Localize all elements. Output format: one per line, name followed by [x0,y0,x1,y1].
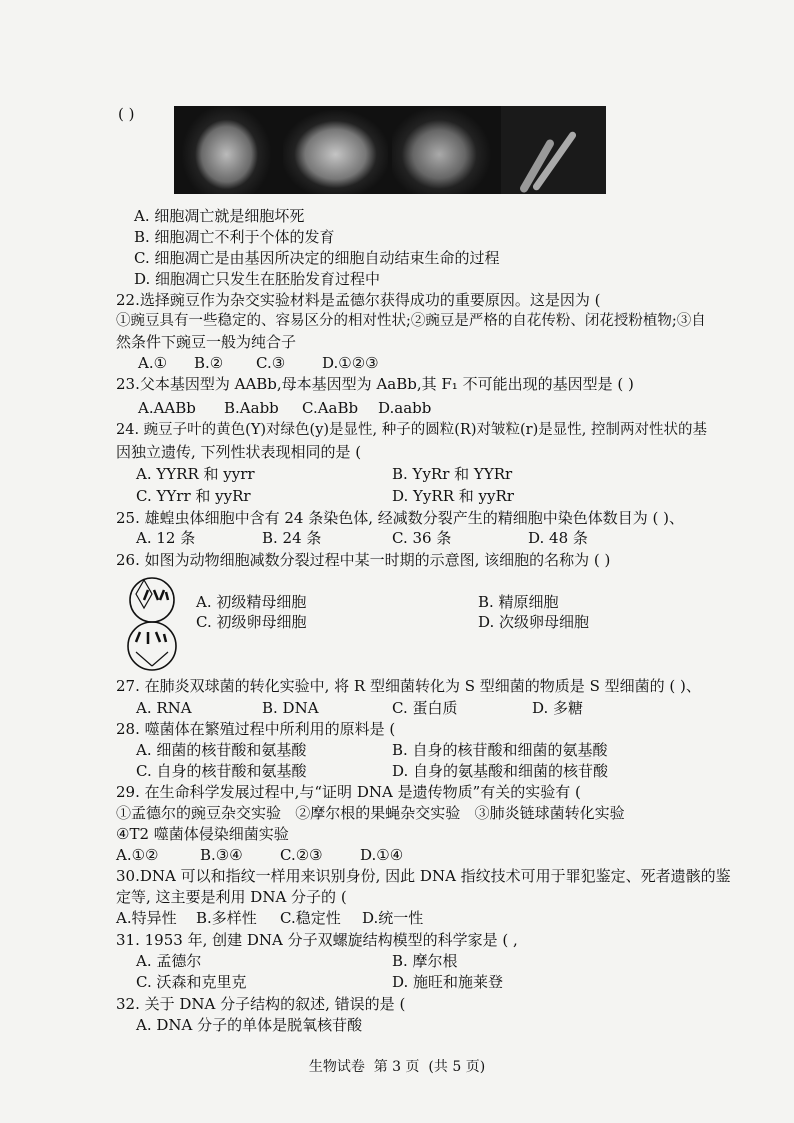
q24-stem-2: 因独立遗传, 下列性状表现相同的是 ( [116,443,362,461]
q25-stem: 25. 雄蝗虫体细胞中含有 24 条染色体, 经减数分裂产生的精细胞中染色体数目为 ( )、 [116,509,685,527]
q31-option-d: D. 施旺和施莱登 [392,973,504,991]
q29-stem: 29. 在生命科学发展过程中,与“证明 DNA 是遗传物质”有关的实验有 ( [116,783,581,801]
q30-option-a: A.特异性 [116,909,177,927]
q28-option-b: B. 自身的核苷酸和细菌的氨基酸 [392,741,608,759]
q22-stem-3: 然条件下豌豆一般为纯合子 [116,333,297,351]
q29-option-b: B.③④ [200,846,243,864]
q28-option-d: D. 自身的氨基酸和细菌的核苷酸 [392,762,609,780]
q23-option-c: C.AaBb [302,399,359,417]
q29-items-2: ④T2 噬菌体侵染细菌实验 [116,825,289,843]
q30-option-c: C.稳定性 [280,909,341,927]
q24-stem: 24. 豌豆子叶的黄色(Y)对绿色(y)是显性, 种子的圆粒(R)对皱粒(r)是显性, 控制两对性状的基 [116,422,707,438]
q26-stem: 26. 如图为动物细胞减数分裂过程中某一时期的示意图, 该细胞的名称为 ( ) [116,551,611,569]
q22-option-d: D.①②③ [322,354,379,372]
q24-option-b: B. YyRr 和 YYRr [392,465,513,483]
q29-option-d: D.①④ [360,846,404,864]
q26-option-d: D. 次级卵母细胞 [478,613,590,631]
photo-panel-4 [501,106,606,194]
q22-stem-2: ①豌豆具有一些稳定的、容易区分的相对性状;②豌豆是严格的自花传粉、闭花授粉植物;③自 [116,313,706,329]
q31-option-b: B. 摩尔根 [392,952,458,970]
q29-option-a: A.①② [116,846,159,864]
page-footer: 生物试卷 第 3 页 (共 5 页) [308,1059,486,1075]
q30-stem: 30.DNA 可以和指纹一样用来识别身份, 因此 DNA 指纹技术可用于罪犯鉴定、死者遗骸的鉴 [116,867,731,885]
q26-option-b: B. 精原细胞 [478,593,559,611]
q27-option-d: D. 多糖 [532,699,584,717]
q31-option-a: A. 孟德尔 [136,952,202,970]
q23-stem: 23.父本基因型为 AABb,母本基因型为 AaBb,其 F₁ 不可能出现的基因型是 ( ) [116,375,634,393]
q32-stem: 32. 关于 DNA 分子结构的叙述, 错误的是 ( [116,995,406,1013]
q25-option-a: A. 12 条 [136,529,196,547]
q26-option-c: C. 初级卵母细胞 [196,613,307,631]
meiosis-cell-diagram [118,576,186,672]
photo-panel-3 [392,106,497,194]
q27-option-c: C. 蛋白质 [392,699,458,717]
apoptosis-photo-strip [174,106,606,194]
q28-option-a: A. 细菌的核苷酸和氨基酸 [136,741,307,759]
q21-option-c: C. 细胞凋亡是由基因所决定的细胞自动结束生命的过程 [134,249,500,267]
q27-stem: 27. 在肺炎双球菌的转化实验中, 将 R 型细菌转化为 S 型细菌的物质是 S 型细菌的 ( )、 [116,677,701,695]
q21-paren: ( ) [118,105,135,123]
q22-stem: 22.选择豌豆作为杂交实验材料是孟德尔获得成功的重要原因。这是因为 ( [116,291,601,309]
q23-option-b: B.Aabb [224,399,279,417]
q26-option-a: A. 初级精母细胞 [196,593,307,611]
q30-option-d: D.统一性 [362,909,424,927]
photo-panel-2 [283,106,388,194]
q24-option-c: C. YYrr 和 yyRr [136,487,251,505]
q27-option-a: A. RNA [136,699,192,717]
q30-option-b: B.多样性 [196,909,257,927]
q24-option-a: A. YYRR 和 yyrr [136,465,255,483]
q30-stem-2: 定等, 这主要是利用 DNA 分子的 ( [116,888,347,906]
q28-stem: 28. 噬菌体在繁殖过程中所利用的原料是 ( [116,720,396,738]
q32-option-a: A. DNA 分子的单体是脱氧核苷酸 [136,1016,363,1034]
q31-stem: 31. 1953 年, 创建 DNA 分子双螺旋结构模型的科学家是 ( , [116,931,518,949]
q21-option-a: A. 细胞凋亡就是细胞坏死 [134,207,305,225]
q23-option-d: D.aabb [378,399,432,417]
q21-option-d: D. 细胞凋亡只发生在胚胎发育过程中 [134,270,381,288]
q22-option-c: C.③ [256,354,286,372]
q22-option-a: A.① [138,354,168,372]
q28-option-c: C. 自身的核苷酸和氨基酸 [136,762,307,780]
q22-option-b: B.② [194,354,224,372]
q24-option-d: D. YyRR 和 yyRr [392,487,514,505]
photo-panel-1 [174,106,279,194]
q21-option-b: B. 细胞凋亡不利于个体的发育 [134,228,335,246]
q29-items: ①孟德尔的豌豆杂交实验 ②摩尔根的果蝇杂交实验 ③肺炎链球菌转化实验 [116,804,625,822]
q25-option-d: D. 48 条 [528,529,588,547]
q27-option-b: B. DNA [262,699,319,717]
q25-option-b: B. 24 条 [262,529,322,547]
q29-option-c: C.②③ [280,846,323,864]
q31-option-c: C. 沃森和克里克 [136,973,247,991]
q23-option-a: A.AABb [138,399,196,417]
q25-option-c: C. 36 条 [392,529,452,547]
